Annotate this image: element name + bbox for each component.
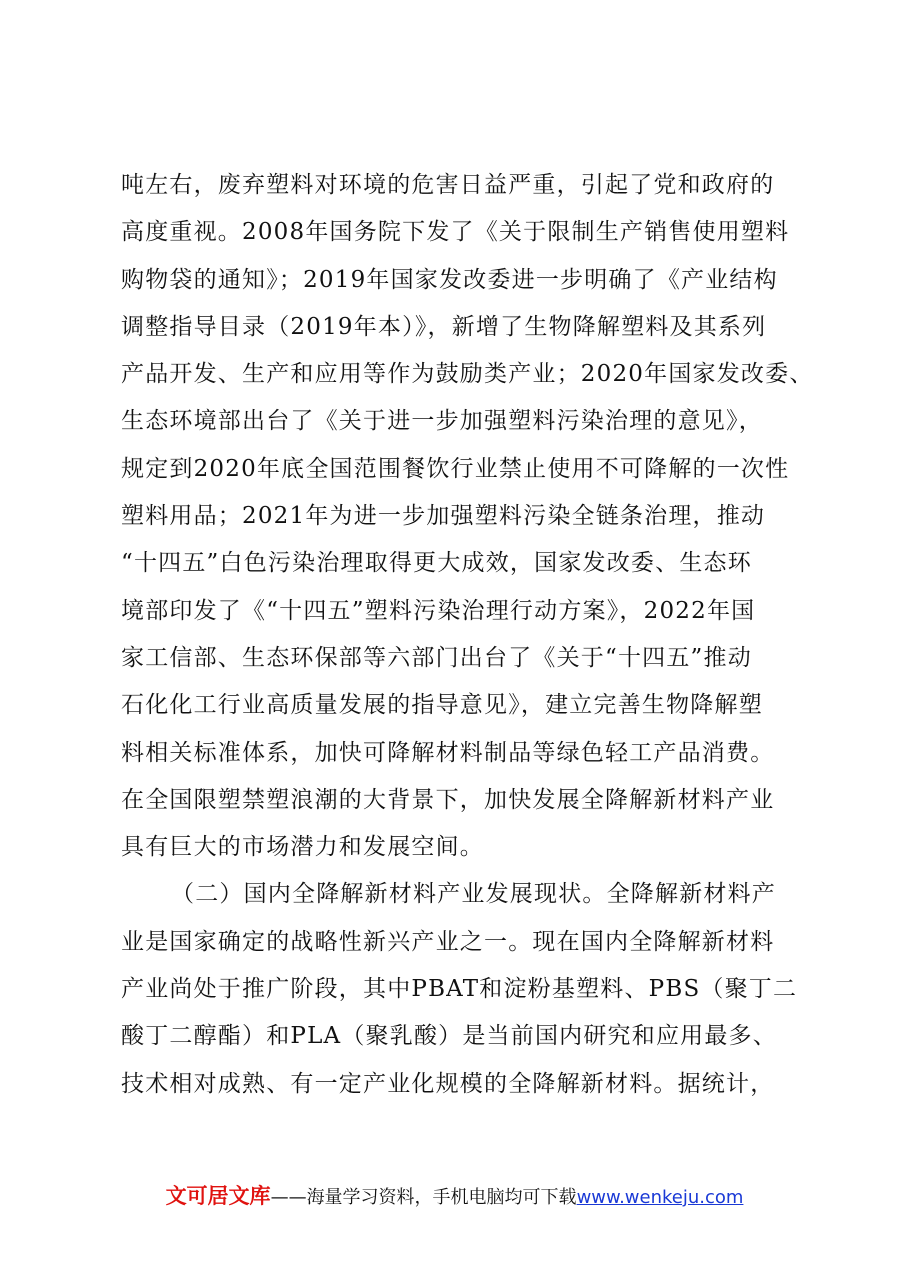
section-heading-line: （二）国内全降解新材料产业发展现状。全降解新材料产 bbox=[171, 881, 776, 908]
text-line: 境部印发了《“十四五”塑料污染治理行动方案》，2022年国 bbox=[121, 597, 756, 624]
text-line: 规定到2020年底全国范围餐饮行业禁止使用不可降解的一次性 bbox=[121, 455, 790, 482]
footer-site-link[interactable]: www.wenkeju.com bbox=[576, 1187, 744, 1208]
text-line: 塑料用品；2021年为进一步加强塑料污染全链条治理，推动 bbox=[121, 503, 766, 530]
text-line: 具有巨大的市场潜力和发展空间。 bbox=[121, 834, 484, 861]
text-line: 酸丁二醇酯）和PLA（聚乳酸）是当前国内研究和应用最多、 bbox=[121, 1023, 777, 1050]
text-line: 产品开发、生产和应用等作为鼓励类产业；2020年国家发改委、 bbox=[121, 361, 814, 388]
footer-banner bbox=[0, 1180, 909, 1210]
text-line: 高度重视。2008年国务院下发了《关于限制生产销售使用塑料 bbox=[121, 219, 790, 246]
text-line: 业是国家确定的战略性新兴产业之一。现在国内全降解新材料 bbox=[121, 928, 775, 955]
text-line: 在全国限塑禁塑浪潮的大背景下，加快发展全降解新材料产业 bbox=[121, 786, 775, 813]
text-line: 吨左右，废弃塑料对环境的危害日益严重，引起了党和政府的 bbox=[121, 172, 775, 198]
body-text bbox=[121, 162, 814, 1108]
footer-brand: 文可居文库 bbox=[165, 1184, 271, 1208]
text-line: 购物袋的通知》；2019年国家发改委进一步明确了《产业结构 bbox=[121, 266, 778, 293]
text-line: 料相关标准体系，加快可降解材料制品等绿色轻工产品消费。 bbox=[121, 739, 775, 766]
text-line: 家工信部、生态环保部等六部门出台了《关于“十四五”推动 bbox=[121, 644, 752, 671]
text-line: 调整指导目录（2019年本）》，新增了生物降解塑料及其系列 bbox=[121, 313, 767, 340]
text-line: 产业尚处于推广阶段，其中PBAT和淀粉基塑料、PBS（聚丁二 bbox=[121, 976, 798, 1003]
text-line: 生态环境部出台了《关于进一步加强塑料污染治理的意见》， bbox=[121, 408, 763, 435]
footer-slogan: ——海量学习资料，手机电脑均可下载 bbox=[270, 1187, 577, 1208]
text-line: 石化化工行业高质量发展的指导意见》，建立完善生物降解塑 bbox=[121, 692, 763, 719]
text-line: “十四五”白色污染治理取得更大成效，国家发改委、生态环 bbox=[121, 550, 752, 577]
text-line: 技术相对成熟、有一定产业化规模的全降解新材料。据统计， bbox=[121, 1070, 775, 1097]
